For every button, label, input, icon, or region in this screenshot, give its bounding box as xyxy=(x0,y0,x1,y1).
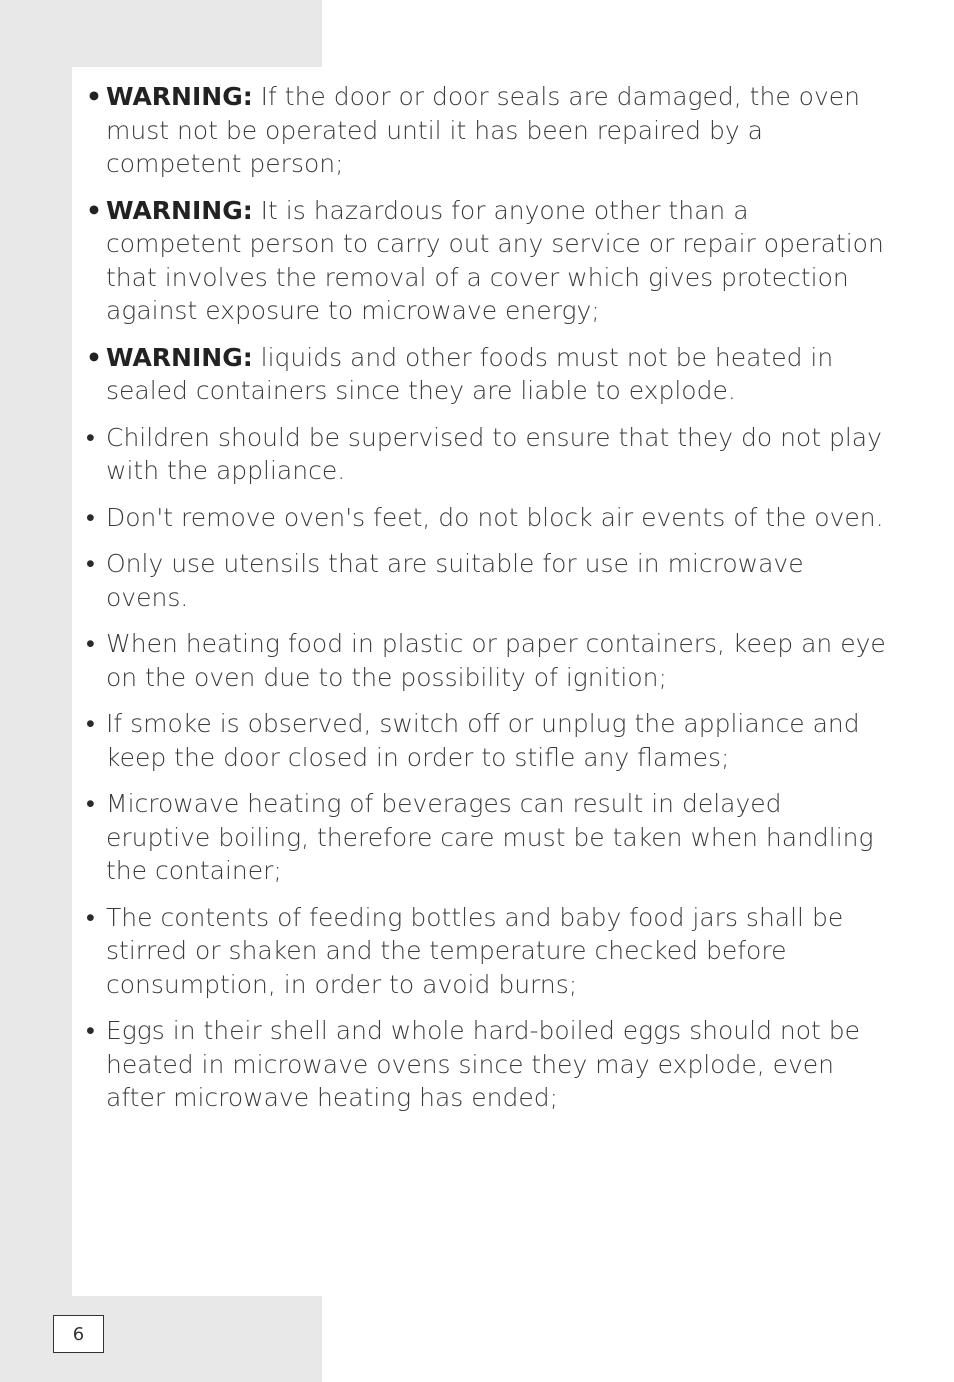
item-text: Children should be supervised to ensure that they do not play with the appliance. xyxy=(106,422,882,485)
item-text: Only use utensils that are suitable for use in microwave ovens. xyxy=(106,549,804,612)
bullet-icon: • xyxy=(86,549,95,578)
list-item xyxy=(86,194,886,328)
bullet-icon: • xyxy=(86,422,95,452)
warning-label: WARNING: xyxy=(106,342,253,372)
list-item xyxy=(86,787,886,888)
item-text: Don't remove oven's feet, do not block air events of the oven. xyxy=(106,502,884,532)
list-item xyxy=(86,501,886,535)
bullet-icon: • xyxy=(86,629,95,658)
list-item xyxy=(86,1014,886,1115)
item-text: Eggs in their shell and whole hard-boiled eggs should not be heated in microwave ovens since they may explode, even after microwave heating has ended; xyxy=(106,1016,861,1112)
list-item xyxy=(86,80,886,181)
bullet-icon: • xyxy=(86,1016,95,1045)
list-item xyxy=(86,421,886,488)
warning-label: WARNING: xyxy=(106,195,253,225)
item-text: It is hazardous for anyone other than a competent person to carry out any service or repair operation that involves the removal of a cover which gives protection against exposure to microwave energy; xyxy=(106,195,884,325)
bullet-icon: • xyxy=(86,789,95,818)
bullet-icon: • xyxy=(86,902,95,932)
page-number: 6 xyxy=(53,1315,104,1353)
item-text: liquids and other foods must not be heated in sealed containers since they are liable to explode. xyxy=(106,342,834,405)
bullet-icon: • xyxy=(86,709,95,738)
list-item xyxy=(86,707,886,774)
list-item xyxy=(86,901,886,1002)
bullet-icon: • xyxy=(86,342,102,372)
safety-instructions-list xyxy=(86,80,886,1128)
item-text: If the door or door seals are damaged, the oven must not be operated until it has been repaired by a competent person; xyxy=(106,82,860,178)
list-item xyxy=(86,341,886,408)
bullet-icon: • xyxy=(86,502,95,532)
item-text: If smoke is observed, switch off or unplug the appliance and keep the door closed in order to stifle any flames; xyxy=(106,709,860,772)
bullet-icon: • xyxy=(86,82,102,111)
warning-label: WARNING: xyxy=(106,82,253,111)
bullet-icon: • xyxy=(86,195,102,225)
list-item xyxy=(86,627,886,694)
item-text: When heating food in plastic or paper containers, keep an eye on the oven due to the possibility of ignition; xyxy=(106,629,886,692)
item-text: The contents of feeding bottles and baby food jars shall be stirred or shaken and the temperature checked before consumption, in order to avoid burns; xyxy=(106,902,844,999)
item-text: Microwave heating of beverages can result in delayed eruptive boiling, therefore care must be taken when handling the container; xyxy=(106,789,874,885)
list-item xyxy=(86,547,886,614)
